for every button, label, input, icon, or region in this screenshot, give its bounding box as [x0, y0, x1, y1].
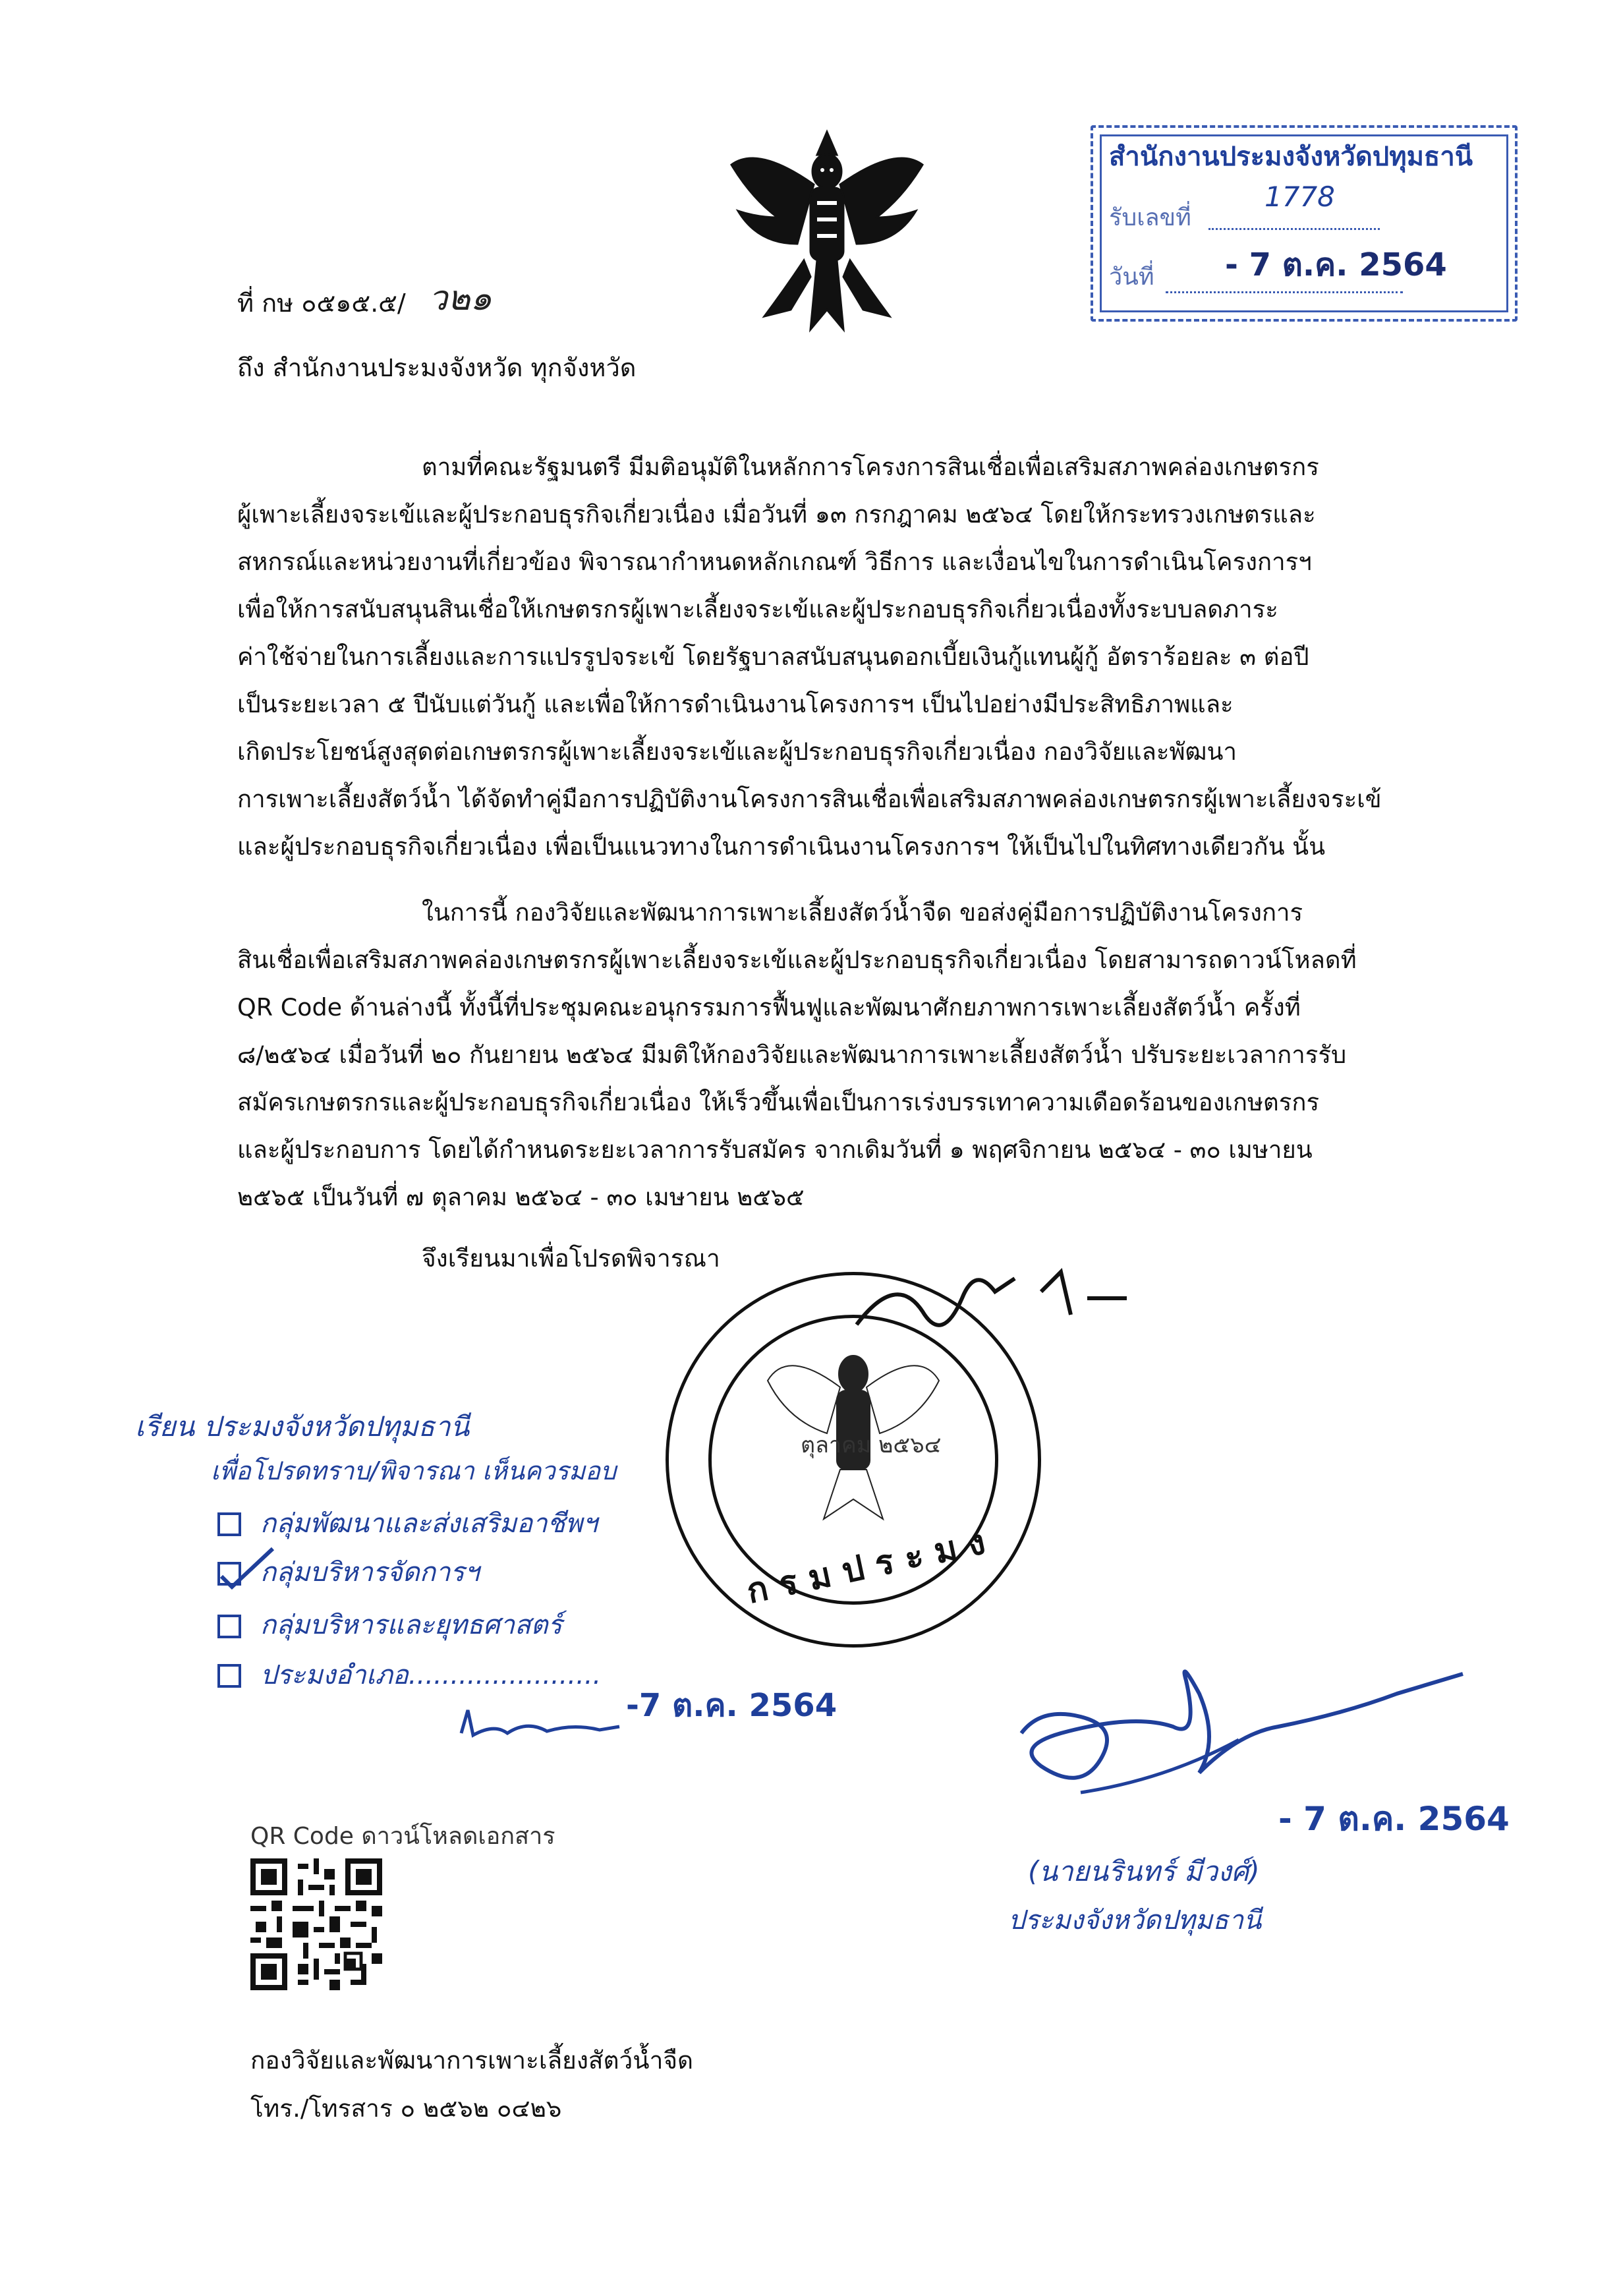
stamp-recv-label: รับเลขที่	[1109, 204, 1191, 231]
paragraph-line: สินเชื่อเพื่อเสริมสภาพคล่องเกษตรกรผู้เพาะเลี้ยงจระเข้และผู้ประกอบธุรกิจเกี่ยวเนื่อง โดยสามารถดาวน์โหลดที่	[237, 946, 1357, 974]
stamp-office: สำนักงานประมงจังหวัดปทุมธานี	[1109, 142, 1473, 172]
memo-option-label: ประมงอำเภอ.......................	[260, 1660, 602, 1690]
footer-phone: โทร./โทรสาร ๐ ๒๕๖๒ ๐๔๒๖	[250, 2094, 562, 2123]
paragraph-line: ๒๕๖๕ เป็นวันที่ ๗ ตุลาคม ๒๕๖๔ - ๓๐ เมษายน ๒๕๖๕	[237, 1183, 805, 1211]
signoff-name: (นายนรินทร์ มีวงศ์)	[1028, 1855, 1260, 1887]
stamp-date: - 7 ต.ค. 2564	[1225, 246, 1447, 283]
paragraph-line: สหกรณ์และหน่วยงานที่เกี่ยวข้อง พิจารณากำหนดหลักเกณฑ์ วิธีการ และเงื่อนไขในการดำเนินโครงการฯ	[237, 548, 1312, 576]
qr-code[interactable]	[250, 1858, 382, 1990]
paragraph-line: ในการนี้ กองวิจัยและพัฒนาการเพาะเลี้ยงสัตว์น้ำจืด ขอส่งคู่มือการปฏิบัติงานโครงการ	[422, 898, 1303, 927]
receive-stamp	[1091, 125, 1518, 322]
paragraph-line: QR Code ด้านล่างนี้ ทั้งนี้ที่ประชุมคณะอนุกรรมการฟื้นฟูและพัฒนาศักยภาพการเพาะเลี้ยงสัตว์น้ำ ครั้งที่	[237, 993, 1301, 1021]
paragraph-line: เกิดประโยชน์สูงสุดต่อเกษตรกรผู้เพาะเลี้ยงจระเข้และผู้ประกอบธุรกิจเกี่ยวเนื่อง กองวิจัยและพัฒนา	[237, 737, 1237, 766]
stamp-recv-number: 1778	[1264, 181, 1335, 213]
memo-option-label: กลุ่มบริหารจัดการฯ	[260, 1557, 480, 1588]
seal-signature	[843, 1252, 1133, 1351]
seal-garuda	[761, 1328, 946, 1526]
memo-option-checkbox[interactable]	[217, 1562, 241, 1586]
paragraph-line: การเพาะเลี้ยงสัตว์น้ำ ได้จัดทำคู่มือการปฏิบัติงานโครงการสินเชื่อเพื่อเสริมสภาพคล่องเกษตรกรผู้เพาะเลี้ยงจระเข้	[237, 785, 1382, 813]
memo-option-checkbox[interactable]	[217, 1615, 241, 1638]
footer-division: กองวิจัยและพัฒนาการเพาะเลี้ยงสัตว์น้ำจืด	[250, 2046, 694, 2075]
qr-caption: QR Code ดาวน์โหลดเอกสาร	[250, 1823, 555, 1850]
addressee: ถึง สำนักงานประมงจังหวัด ทุกจังหวัด	[237, 353, 637, 382]
closing-line: จึงเรียนมาเพื่อโปรดพิจารณา	[422, 1244, 720, 1273]
seal-dept-name: กรมประมง	[743, 1520, 1001, 1612]
memo-option-label: กลุ่มบริหารและยุทธศาสตร์	[260, 1610, 563, 1640]
paragraph-line: ๘/๒๕๖๔ เมื่อวันที่ ๒๐ กันยายน ๒๕๖๔ มีมติให้กองวิจัยและพัฒนาการเพาะเลี้ยงสัตว์น้ำ ปรับระยะเวลาการรับ	[237, 1041, 1347, 1069]
memo-date: -7 ต.ค. 2564	[626, 1687, 838, 1724]
paragraph-line: เป็นระยะเวลา ๕ ปีนับแต่วันกู้ และเพื่อให้การดำเนินงานโครงการฯ เป็นไปอย่างมีประสิทธิภาพและ	[237, 690, 1234, 718]
memo-signature	[455, 1697, 626, 1743]
signoff-date: - 7 ต.ค. 2564	[1278, 1800, 1510, 1838]
reference-label: ที่ กษ ๐๕๑๕.๕/	[237, 289, 406, 318]
memo-option-checkbox[interactable]	[217, 1512, 241, 1536]
paragraph-line: และผู้ประกอบการ โดยได้กำหนดระยะเวลาการรับสมัคร จากเดิมวันที่ ๑ พฤศจิกายน ๒๕๖๔ - ๓๐ เมษายน	[237, 1135, 1313, 1164]
paragraph-line: สมัครเกษตรกรและผู้ประกอบธุรกิจเกี่ยวเนื่อง ให้เร็วขึ้นเพื่อเป็นการเร่งบรรเทาความเดือดร้อนของเกษตรกร	[237, 1088, 1320, 1116]
signoff-position: ประมงจังหวัดปทุมธานี	[1008, 1905, 1262, 1936]
paragraph-line: เพื่อให้การสนับสนุนสินเชื่อให้เกษตรกรผู้เพาะเลี้ยงจระเข้และผู้ประกอบธุรกิจเกี่ยวเนื่องทั้งระบบลดภาระ	[237, 595, 1278, 623]
memo-option-label: กลุ่มพัฒนาและส่งเสริมอาชีพฯ	[260, 1508, 598, 1539]
memo-option-checkbox[interactable]	[217, 1664, 241, 1688]
paragraph-line: ผู้เพาะเลี้ยงจระเข้และผู้ประกอบธุรกิจเกี่ยวเนื่อง เมื่อวันที่ ๑๓ กรกฎาคม ๒๕๖๔ โดยให้กระทรวงเกษตรและ	[237, 500, 1316, 529]
paragraph-line: ค่าใช้จ่ายในการเลี้ยงและการแปรรูปจระเข้ โดยรัฐบาลสนับสนุนดอกเบี้ยเงินกู้แทนผู้กู้ อัตราร้อยละ ๓ ต่อปี	[237, 643, 1309, 671]
memo-to: เรียน ประมงจังหวัดปทุมธานี	[135, 1410, 470, 1443]
memo-action: เพื่อโปรดทราบ/พิจารณา เห็นควรมอบ	[211, 1456, 617, 1485]
paragraph-line: และผู้ประกอบธุรกิจเกี่ยวเนื่อง เพื่อเป็นแนวทางในการดำเนินงานโครงการฯ ให้เป็นไปในทิศทางเดียวกัน นั้น	[237, 832, 1326, 861]
reference-number: ว๒๑	[428, 279, 492, 318]
stamp-date-label: วันที่	[1109, 264, 1154, 291]
paragraph-line: ตามที่คณะรัฐมนตรี มีมติอนุมัติในหลักการโครงการสินเชื่อเพื่อเสริมสภาพคล่องเกษตรกร	[422, 453, 1319, 481]
seal-date: ตุลาคม ๒๕๖๔	[801, 1432, 942, 1458]
qr-code-graphic	[250, 1858, 382, 1990]
garuda-emblem	[718, 119, 936, 336]
